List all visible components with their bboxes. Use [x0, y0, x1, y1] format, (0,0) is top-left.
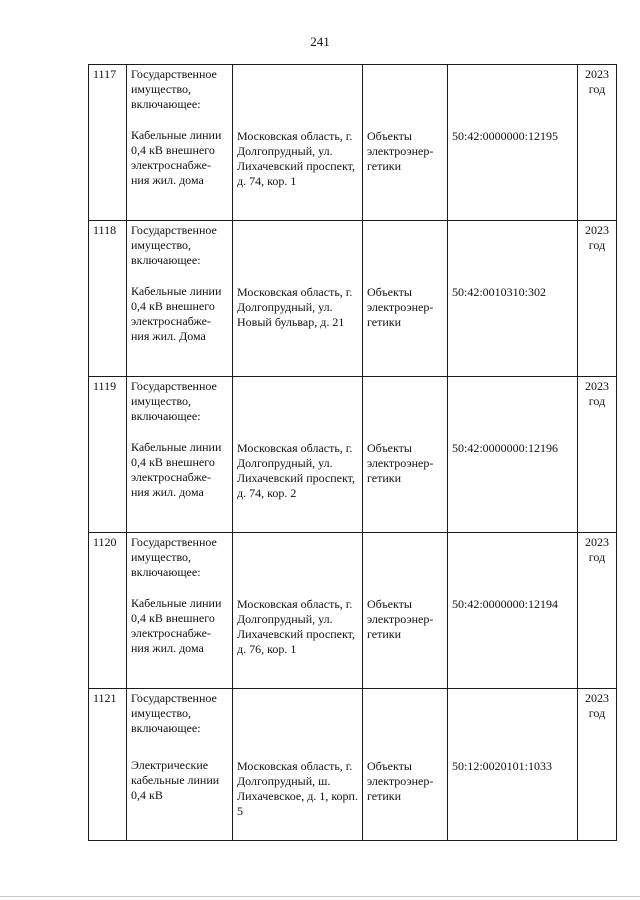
address-text: Московская область, г. Долгопрудный, ул. Лихачевский проспект, д. 74, кор. 2: [237, 441, 356, 500]
cadastral-cell: [448, 533, 578, 689]
table-row: [89, 221, 617, 377]
year-text: 2023 год: [585, 691, 609, 720]
row-number: 1117: [93, 67, 117, 81]
category-cell: [363, 689, 448, 841]
cadastral-cell: [448, 377, 578, 533]
description-item: Кабельные линии 0,4 кВ внешнего электроснабже-ния жил. дома: [131, 596, 222, 655]
address-cell: [233, 221, 363, 377]
property-table: [88, 64, 617, 841]
row-number: 1118: [93, 223, 117, 237]
category-text: Объекты электроэнер-гетики: [367, 759, 434, 803]
cadastral-number: 50:12:0020101:1033: [452, 759, 553, 773]
description-cell: [127, 221, 233, 377]
year-cell: [578, 377, 617, 533]
description-cell: [127, 65, 233, 221]
description-cell: [127, 377, 233, 533]
category-text: Объекты электроэнер-гетики: [367, 285, 434, 329]
category-text: Объекты электроэнер-гетики: [367, 441, 434, 485]
description-item: Кабельные линии 0,4 кВ внешнего электроснабже-ния жил. Дома: [131, 284, 222, 343]
year-text: 2023 год: [585, 379, 609, 408]
description-heading: Государственное имущество, включающее:: [131, 535, 217, 579]
row-number-cell: [89, 689, 127, 841]
address-cell: [233, 377, 363, 533]
description-item: Электрические кабельные линии 0,4 кВ: [131, 758, 220, 802]
description-item: Кабельные линии 0,4 кВ внешнего электроснабже-ния жил. дома: [131, 128, 222, 187]
address-cell: [233, 65, 363, 221]
table-row: [89, 689, 617, 841]
category-cell: [363, 377, 448, 533]
description-item: Кабельные линии 0,4 кВ внешнего электроснабже-ния жил. дома: [131, 440, 222, 499]
cadastral-number: 50:42:0000000:12195: [452, 129, 559, 143]
year-cell: [578, 533, 617, 689]
category-cell: [363, 533, 448, 689]
description-heading: Государственное имущество, включающее:: [131, 379, 217, 423]
bottom-divider: [0, 896, 640, 897]
row-number: 1121: [93, 691, 117, 705]
address-cell: [233, 533, 363, 689]
description-heading: Государственное имущество, включающее:: [131, 691, 217, 735]
address-cell: [233, 689, 363, 841]
cadastral-number: 50:42:0000000:12196: [452, 441, 559, 455]
row-number: 1119: [93, 379, 117, 393]
row-number-cell: [89, 533, 127, 689]
category-text: Объекты электроэнер-гетики: [367, 129, 434, 173]
table-row: [89, 377, 617, 533]
row-number-cell: [89, 377, 127, 533]
page-number: 241: [310, 34, 330, 49]
year-text: 2023 год: [585, 67, 609, 96]
description-cell: [127, 533, 233, 689]
address-text: Московская область, г. Долгопрудный, ул. Лихачевский проспект, д. 74, кор. 1: [237, 129, 356, 188]
year-text: 2023 год: [585, 535, 609, 564]
description-heading: Государственное имущество, включающее:: [131, 223, 217, 267]
year-cell: [578, 65, 617, 221]
address-text: Московская область, г. Долгопрудный, ш. Лихачевское, д. 1, корп. 5: [237, 759, 358, 818]
cadastral-cell: [448, 689, 578, 841]
address-text: Московская область, г. Долгопрудный, ул. Лихачевский проспект, д. 76, кор. 1: [237, 597, 356, 656]
year-text: 2023 год: [585, 223, 609, 252]
row-number-cell: [89, 65, 127, 221]
cadastral-cell: [448, 221, 578, 377]
category-cell: [363, 221, 448, 377]
address-text: Московская область, г. Долгопрудный, ул. Новый бульвар, д. 21: [237, 285, 353, 329]
description-cell: [127, 689, 233, 841]
category-cell: [363, 65, 448, 221]
table-row: [89, 533, 617, 689]
cadastral-number: 50:42:0000000:12194: [452, 597, 559, 611]
cadastral-number: 50:42:0010310:302: [452, 285, 547, 299]
row-number: 1120: [93, 535, 117, 549]
cadastral-cell: [448, 65, 578, 221]
year-cell: [578, 689, 617, 841]
row-number-cell: [89, 221, 127, 377]
year-cell: [578, 221, 617, 377]
table-row: [89, 65, 617, 221]
category-text: Объекты электроэнер-гетики: [367, 597, 434, 641]
description-heading: Государственное имущество, включающее:: [131, 67, 217, 111]
